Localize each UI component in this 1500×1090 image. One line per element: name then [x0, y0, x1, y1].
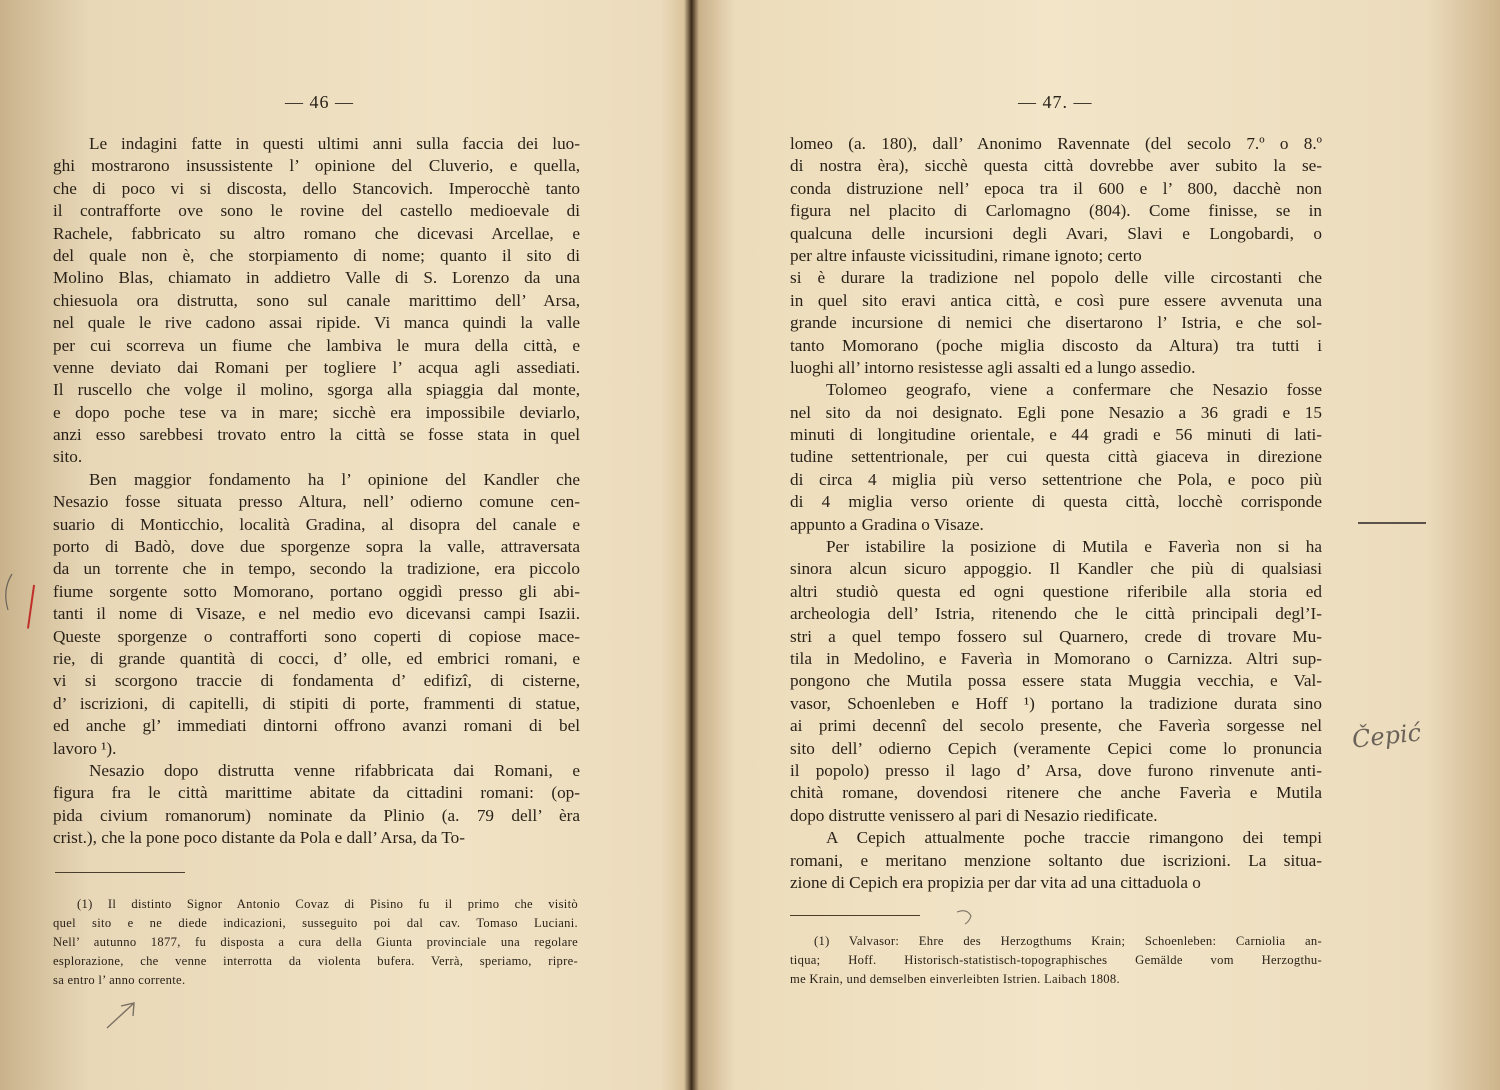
text-line: crist.), che la pone poco distante da Pola e dall’ Arsa, da To- — [53, 828, 465, 848]
right-page — [700, 0, 1500, 1090]
text-line: Il ruscello che volge il molino, sgorga alla spiaggia dal monte, — [53, 380, 580, 400]
text-line: fiume sorgente sotto Momorano, portano oggidì presso gli abi- — [53, 581, 580, 601]
text-line: tudine settentrionale, per cui questa città giaceva in direzione — [790, 447, 1322, 467]
text-line: ed anche gl’ immediati dintorni offrono avanzi romani di bel — [53, 716, 580, 736]
pencil-arc-mark — [955, 908, 979, 928]
text-line: suario di Monticchio, località Gradina, al disopra del canale e — [53, 514, 580, 534]
footnote-line: esplorazione, che venne interrotta da violenta bufera. Verrà, speriamo, ripre- — [53, 954, 578, 968]
pencil-dash-mark — [1358, 522, 1426, 524]
text-line: lomeo (a. 180), dall’ Anonimo Ravennate (del secolo 7.º o 8.º — [790, 134, 1322, 153]
footnote-line: tiqua; Hoff. Historisch-statistisch-topographisches Gemälde vom Herzogthu- — [790, 953, 1322, 967]
text-line: stri a quel tempo fossero sul Quarnero, crede di trovare Mu- — [790, 626, 1322, 646]
footnote-rule — [55, 872, 185, 873]
text-line: d’ iscrizioni, di capitelli, di stipiti di porte, frammenti di statue, — [53, 693, 580, 713]
text-line: pida civium romanorum) nominate da Plinio (a. 79 dell’ èra — [53, 805, 580, 825]
text-line: qualcuna delle incursioni degli Avari, Slavi e Longobardi, o — [790, 223, 1322, 243]
text-line: sito. — [53, 447, 83, 467]
body-text — [53, 133, 580, 850]
text-line: chiesuola ora distrutta, sono sul canale marittimo dell’ Arsa, — [53, 290, 580, 310]
text-line: altri studiò questa ed ogni questione riferibile alla storia ed — [790, 581, 1322, 601]
text-line: chità romane, dovendosi ritenere che anche Faverìa e Mutila — [790, 783, 1322, 803]
text-line: il contrafforte ove sono le rovine del castello medioevale di — [53, 201, 580, 221]
text-line: si è durare la tradizione nel popolo delle ville circostanti che — [790, 268, 1322, 288]
footnote-line: (1) Il distinto Signor Antonio Covaz di Pisino fu il primo che visitò — [77, 897, 578, 911]
text-line: che di poco vi si discosta, dello Stancovich. Imperocchè tanto — [53, 178, 580, 198]
text-line: ghi mostrarono insussistente l’ opinione del Cluverio, e quella, — [53, 156, 580, 176]
text-line: il popolo) presso il lago d’ Arsa, dove furono rinvenute anti- — [790, 760, 1322, 780]
text-line: lavoro ¹). — [53, 738, 117, 758]
text-line: del quale non è, che storpiamento di nome; quanto il sito di — [53, 245, 580, 265]
text-line: dopo distrutte venissero al pari di Nesazio riedificate. — [790, 805, 1158, 825]
text-line: Ben maggior fondamento ha l’ opinione del Kandler che — [89, 469, 580, 489]
page-number: — 47. — — [1018, 92, 1093, 112]
text-line: anzi esso sarebbesi trovato entro la città se fosse stata in quel — [53, 425, 580, 445]
text-line: e dopo poche tese va in mare; sicchè era impossibile deviarlo, — [53, 402, 580, 422]
left-page — [0, 0, 688, 1090]
text-line: sinora alcun sicuro appoggio. Il Kandler che più di qualsiasi — [790, 559, 1322, 579]
text-line: di circa 4 miglia più verso settentrione che Pola, e poco più — [790, 469, 1322, 489]
text-line: nel sito da noi designato. Egli pone Nesazio a 36 gradi e 15 — [790, 402, 1322, 422]
text-line: figura nel placito di Carlomagno (804). Come finisse, se in — [790, 201, 1322, 221]
text-line: di 4 miglia verso oriente di questa città, locchè corrisponde — [790, 492, 1322, 512]
text-line: tanto Momorano (poche miglia discosto da Altura) tra tutti i — [790, 335, 1322, 355]
text-line: minuti di longitudine orientale, e 44 gradi e 56 minuti di lati- — [790, 425, 1322, 445]
text-line: in quel sito eravi antica città, e così pure essere avvenuta una — [790, 290, 1322, 310]
text-line: da un torrente che in tempo, secondo la tradizione, era piccolo — [53, 559, 580, 579]
text-line: Molino Blas, chiamato in addietro Valle di S. Lorenzo da una — [53, 268, 580, 288]
footnote-line: quel sito e ne diede indicazioni, susseguito poi dal cav. Tomaso Luciani. — [53, 916, 578, 930]
text-line: Le indagini fatte in questi ultimi anni sulla faccia dei luo- — [89, 134, 580, 153]
text-line: appunto a Gradina o Visaze. — [790, 514, 984, 534]
footnote-rule — [790, 915, 920, 916]
footnote-line: sa entro l’ anno corrente. — [53, 973, 186, 987]
footnote-line: me Krain, und demselben einverleibten Istrien. Laibach 1808. — [790, 972, 1120, 986]
text-line: Rachele, fabbricato su altro romano che dicevasi Arcellae, e — [53, 223, 580, 243]
text-line: pongono che Mutila possa essere stata Muggia vecchia, e Val- — [790, 671, 1322, 691]
text-line: tila in Medolino, e Faverìa in Momorano o Carnizza. Altri sup- — [790, 648, 1322, 668]
text-line: porto di Badò, dove due sporgenze sopra la valle, attraversata — [53, 537, 580, 557]
text-line: figura fra le città marittime abitate da cittadini romani: (op- — [53, 783, 580, 803]
text-line: Nesazio fosse situata presso Altura, nell’ odierno comune cen- — [53, 492, 580, 512]
body-text — [790, 133, 1322, 894]
pencil-bracket-mark — [0, 570, 20, 630]
text-line: Queste sporgenze o contrafforti sono coperti di copiose mace- — [53, 626, 580, 646]
text-line: ai primi decennî del secolo presente, che Faverìa sorgesse nel — [790, 716, 1322, 736]
page-number: — 46 — — [285, 92, 354, 112]
text-line: conda distruzione nell’ epoca tra il 600 e l’ 800, dacchè non — [790, 178, 1322, 198]
text-line: Per istabilire la posizione di Mutila e Faverìa non si ha — [826, 537, 1322, 557]
text-line: Tolomeo geografo, viene a confermare che Nesazio fosse — [826, 380, 1322, 400]
text-line: tanti il nome di Visaze, e nel medio evo dicevansi campi Isazii. — [53, 604, 580, 624]
footnote — [790, 932, 1322, 989]
text-line: vasor, Schoenleben e Hoff ¹) portano la tradizione durata sino — [790, 693, 1322, 713]
text-line: di nostra èra), sicchè questa città dovrebbe aver subito la se- — [790, 156, 1322, 176]
text-line: Nesazio dopo distrutta venne rifabbricata dai Romani, e — [89, 760, 580, 780]
text-line: per altre infauste vicissitudini, rimane ignoto; certo — [790, 245, 1142, 265]
text-line: luoghi all’ intorno resistesse agli assalti ed a lungo assedio. — [790, 357, 1196, 377]
footnote-line: (1) Valvasor: Ehre des Herzogthums Krain; Schoenleben: Carniolia an- — [814, 934, 1322, 948]
margin-handwritten-note: Čepić — [1350, 718, 1423, 754]
text-line: venne deviato dai Romani per togliere l’ acqua agli assediati. — [53, 357, 580, 377]
footnote — [53, 895, 578, 990]
text-line: romani, e meritano menzione soltanto due iscrizioni. La situa- — [790, 850, 1322, 870]
footnote-line: Nell’ autunno 1877, fu disposta a cura della Giunta provinciale una regolare — [53, 935, 578, 949]
text-line: vi si scorgono traccie di fondamenta d’ edifizî, di cisterne, — [53, 671, 580, 691]
text-line: nel quale le rive cadono assai ripide. Vi manca quindi la valle — [53, 313, 580, 333]
text-line: zione di Cepich era propizia per dar vita ad una cittaduola o — [790, 872, 1201, 892]
text-line: sito dell’ odierno Cepich (veramente Cepici come lo pronuncia — [790, 738, 1322, 758]
text-line: A Cepich attualmente poche traccie rimangono dei tempi — [826, 828, 1322, 848]
text-line: archeologia dell’ Istria, ritenendo che le città principali degl’I- — [790, 604, 1322, 624]
pencil-arrow-mark — [103, 998, 143, 1032]
text-line: grande incursione di nemici che disertarono l’ Istria, e che sol- — [790, 313, 1322, 333]
text-line: per cui scorreva un fiume che lambiva le mura della città, e — [53, 335, 580, 355]
text-line: rie, di grande quantità di cocci, d’ olle, ed embrici romani, e — [53, 648, 580, 668]
